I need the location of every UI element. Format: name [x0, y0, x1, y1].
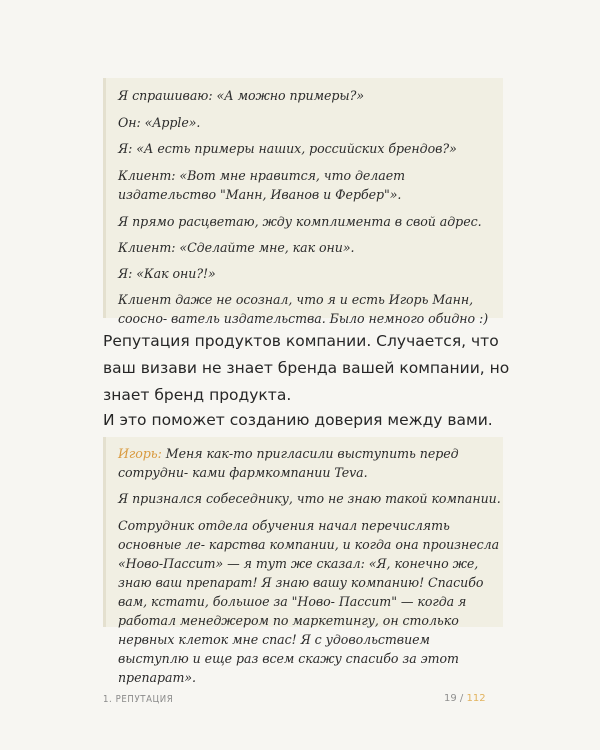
dialog-line: Сотрудник отдела обучения начал перечислять основные ле- карства компании, и когда она произнесла «Ново-Пассит» — я тут же сказал: «Я, конечно же, знаю ваш препарат! Я знаю вашу компанию! Спасибо вам, кстати, большое за "Ново- Пассит" — когда я работал менеджером по маркетингу, он столько нервных клеток мне спас! Я с удовольствием выступлю и еще раз всем скажу спасибо за этот препарат». [118, 518, 500, 685]
speaker-name: Игорь: [118, 446, 162, 461]
chapter-title: 1. РЕПУТАЦИЯ [103, 694, 174, 705]
dialog-line: Я: «А есть примеры наших, российских брендов?» [118, 141, 457, 156]
dialog-line: Я признался собеседнику, что не знаю такой компании. [118, 491, 501, 506]
dialog-line: Он: «Apple». [118, 115, 201, 130]
dialog-line: Я прямо расцветаю, жду комплимента в свой адрес. [118, 214, 482, 229]
dialog-line [118, 444, 500, 482]
dialog-line: Я: «Как они?!» [118, 266, 216, 281]
body-paragraph: Репутация продуктов компании. Случается, что ваш визави не знает бренда вашей компании, но знает бренд продукта. [103, 332, 510, 404]
dialog-line: Клиент: «Вот мне нравится, что делает издательство "Манн, Иванов и Фербер"». [118, 168, 406, 202]
dialog-text: Меня как-то пригласили выступить перед сотрудни- ками фармкомпании Teva. [118, 446, 459, 480]
dialog-callout-2 [103, 437, 503, 685]
dialog-line: Клиент даже не осознал, что я и есть Игорь Манн, соосно- ватель издательства. Было немного обидно :) [118, 292, 489, 326]
body-paragraph: И это поможет созданию доверия между вами. [103, 411, 493, 429]
page-number: 19 / 112 [444, 693, 486, 704]
dialog-line: Я спрашиваю: «А можно примеры?» [118, 88, 364, 103]
dialog-callout-1 [103, 78, 503, 326]
dialog-line: Клиент: «Сделайте мне, как они». [118, 240, 355, 255]
